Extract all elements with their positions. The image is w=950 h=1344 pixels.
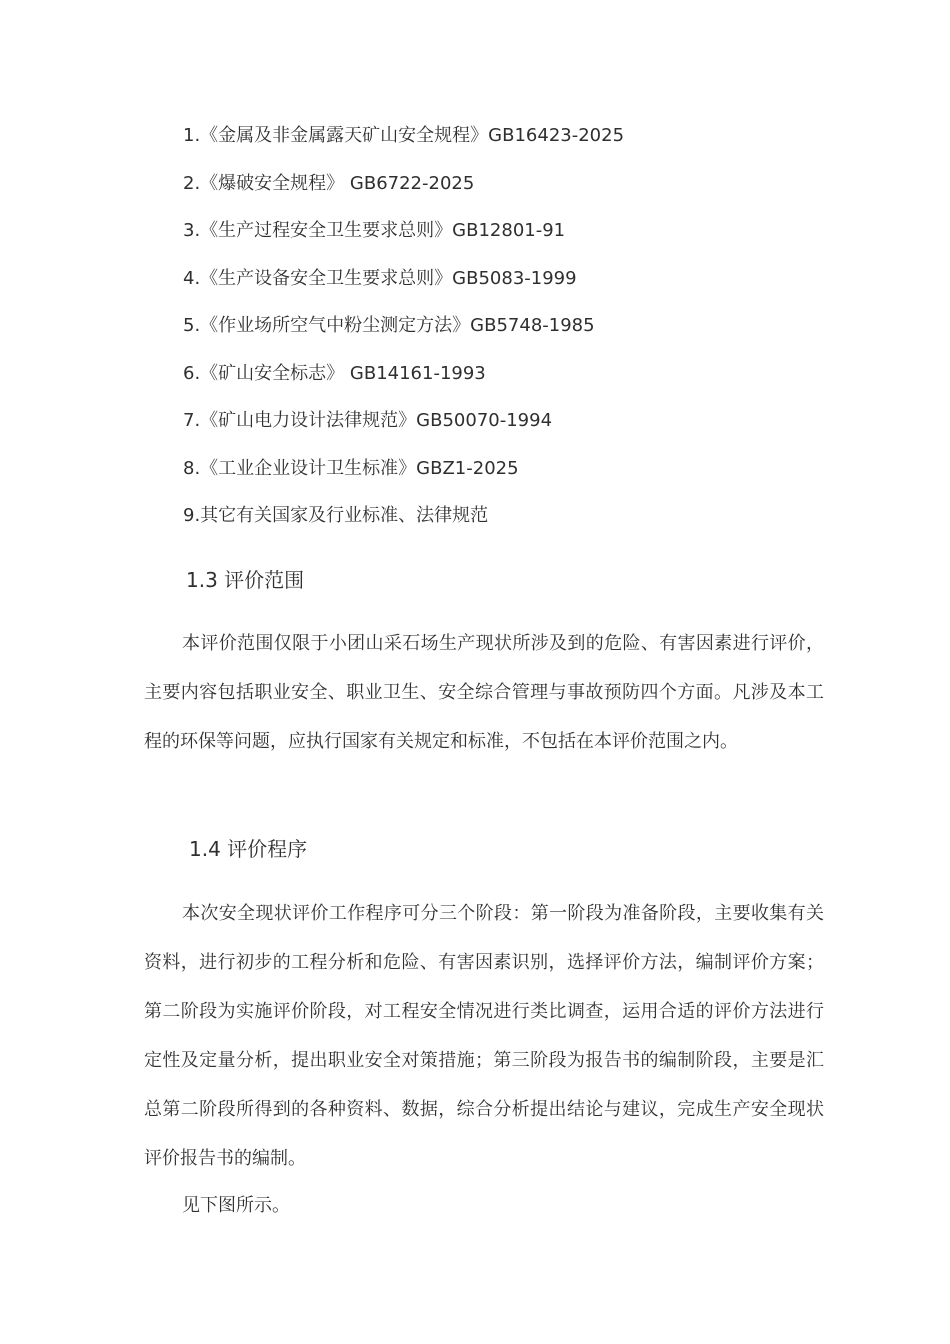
evaluation-procedure-paragraph: 本次安全现状评价工作程序可分三个阶段：第一阶段为准备阶段，主要收集有关资料，进行初步的工程分析和危险、有害因素识别，选择评价方法，编制评价方案；第二阶段为实施评价阶段，对工程安全情况进行类比调查，运用合适的评价方法进行定性及定量分析，提出职业安全对策措施；第三阶段为报告书的编制阶段，主要是汇总第二阶段所得到的各种资料、数据，综合分析提出结论与建议，完成生产安全现状评价报告书的编制。 (144, 903, 824, 1169)
evaluation-scope-paragraph: 本评价范围仅限于小团山采石场生产现状所涉及到的危险、有害因素进行评价，主要内容包括职业安全、职业卫生、安全综合管理与事故预防四个方面。凡涉及本工程的环保等问题，应执行国家有关规定和标准，不包括在本评价范围之内。 (144, 633, 824, 752)
section-heading-evaluation-scope: 1.3 评价范围 (186, 568, 305, 592)
reference-item: 1.《金属及非金属露天矿山安全规程》GB16423-2025 (183, 125, 625, 146)
reference-item: 6.《矿山安全标志》 GB14161-1993 (183, 362, 486, 384)
figure-reference-note: 见下图所示。 (182, 1195, 290, 1216)
reference-item: 9.其它有关国家及行业标准、法律规范 (183, 505, 489, 526)
reference-item: 7.《矿山电力设计法律规范》GB50070-1994 (183, 410, 553, 431)
reference-item: 5.《作业场所空气中粉尘测定方法》GB5748-1985 (183, 315, 595, 336)
reference-item: 4.《生产设备安全卫生要求总则》GB5083-1999 (183, 267, 577, 289)
reference-item: 2.《爆破安全规程》 GB6722-2025 (183, 172, 475, 194)
reference-standards-list (183, 122, 624, 550)
reference-item: 8.《工业企业设计卫生标准》GBZ1-2025 (183, 457, 519, 479)
reference-item: 3.《生产过程安全卫生要求总则》GB12801-91 (183, 220, 566, 241)
section-heading-evaluation-procedure: 1.4 评价程序 (189, 837, 308, 861)
